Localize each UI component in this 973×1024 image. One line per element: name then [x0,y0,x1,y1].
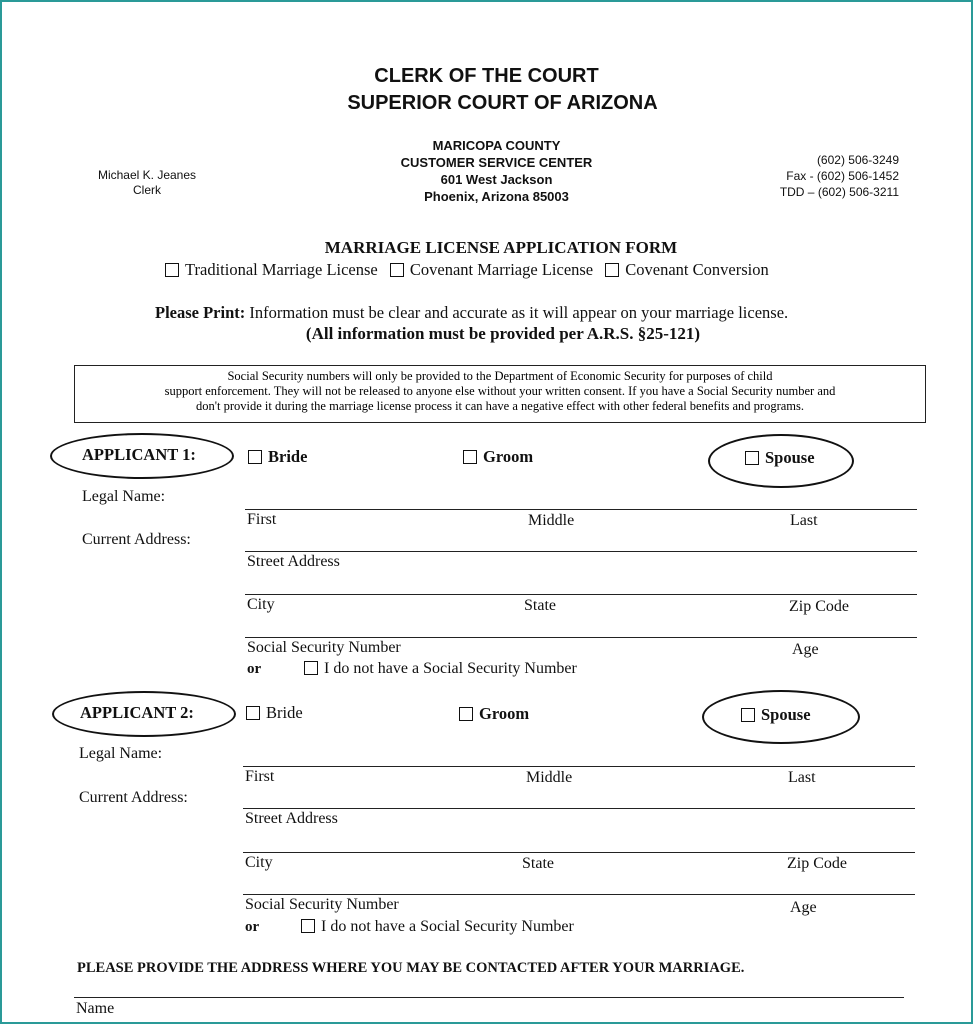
city-address: Phoenix, Arizona 85003 [424,189,569,204]
contact-name-line[interactable] [74,997,904,998]
age-label: Age [790,899,817,916]
notice-line: don't provide it during the marriage license process it can have a negative effect with other federal benefits and programs. [195,399,805,413]
applicant-1-name-line[interactable] [245,509,917,510]
conversion-option[interactable]: Covenant Conversion [605,260,768,279]
middle-label: Middle [526,769,573,786]
checkbox-icon[interactable] [741,708,755,722]
court-title: CLERK OF THE COURT [374,65,599,87]
contact-name-label: Name [76,1000,115,1017]
county-name: MARICOPA COUNTY [432,138,561,153]
applicant-2-legal-name-label: Legal Name: [79,745,163,762]
applicant-1-label: APPLICANT 1: [82,445,196,464]
checkbox-icon[interactable] [463,450,477,464]
applicant-1-bride[interactable]: Bride [248,447,307,467]
applicant-2-label: APPLICANT 2: [80,703,194,722]
applicant-1-no-ssn[interactable]: I do not have a Social Security Number [304,660,577,678]
fax-number: Fax - (602) 506-1452 [786,169,899,183]
applicant-1-address-label: Current Address: [82,531,191,548]
first-label: First [247,511,277,528]
checkbox-icon[interactable] [304,661,318,675]
applicant-2-spouse[interactable]: Spouse [741,705,811,725]
checkbox-icon[interactable] [605,263,619,277]
phone-number: (602) 506-3249 [816,153,899,167]
street-address-label: Street Address [247,553,340,570]
form-title: MARRIAGE LICENSE APPLICATION FORM [324,238,678,257]
checkbox-icon[interactable] [165,263,179,277]
applicant-2-name-line[interactable] [243,766,915,767]
checkbox-icon[interactable] [390,263,404,277]
city-label: City [247,596,275,613]
clerk-title: Clerk [132,183,161,197]
applicant-2-groom[interactable]: Groom [459,704,529,724]
print-instruction: Please Print: Information must be clear and accurate as it will appear on your marriage license. [155,303,789,322]
or-label: or [245,919,260,935]
state-label: State [522,855,554,872]
street-address-label: Street Address [245,810,338,827]
applicant-2-ssn-line[interactable] [243,894,915,895]
traditional-option[interactable]: Traditional Marriage License [165,260,378,279]
ssn-notice-box [74,365,926,423]
applicant-1-legal-name-label: Legal Name: [82,488,166,505]
covenant-option[interactable]: Covenant Marriage License [390,260,593,279]
applicant-2-no-ssn[interactable]: I do not have a Social Security Number [301,918,574,936]
ssn-label: Social Security Number [245,896,399,913]
last-label: Last [788,769,816,786]
tdd-number: TDD – (602) 506-3211 [779,185,899,199]
contact-heading: PLEASE PROVIDE THE ADDRESS WHERE YOU MAY BE CONTACTED AFTER YOUR MARRIAGE. [77,960,745,976]
first-label: First [245,768,275,785]
checkbox-icon[interactable] [745,451,759,465]
applicant-2-bride[interactable]: Bride [246,703,303,723]
notice-line: Social Security numbers will only be provided to the Department of Economic Security for purposes of child [227,369,773,383]
applicant-1-city-line[interactable] [245,594,917,595]
last-label: Last [790,512,818,529]
zip-label: Zip Code [787,855,847,872]
applicant-2-address-label: Current Address: [79,789,188,806]
zip-label: Zip Code [789,598,849,615]
applicant-1-street-line[interactable] [245,551,917,552]
service-center: CUSTOMER SERVICE CENTER [400,155,593,170]
state-label: State [524,597,556,614]
applicant-1-groom[interactable]: Groom [463,447,533,467]
age-label: Age [792,641,819,658]
ars-note: (All information must be provided per A.R.S. §25-121) [305,324,701,343]
applicant-1-ssn-line[interactable] [245,637,917,638]
city-label: City [245,854,273,871]
clerk-name: Michael K. Jeanes [97,168,197,182]
notice-line: support enforcement. They will not be released to anyone else without your written consent. If you have a Social Security number and [164,384,836,398]
street-address: 601 West Jackson [440,172,553,187]
license-type-options [165,260,769,280]
checkbox-icon[interactable] [301,919,315,933]
checkbox-icon[interactable] [459,707,473,721]
middle-label: Middle [528,512,575,529]
applicant-2-city-line[interactable] [243,852,915,853]
court-subtitle: SUPERIOR COURT OF ARIZONA [347,92,658,114]
checkbox-icon[interactable] [246,706,260,720]
checkbox-icon[interactable] [248,450,262,464]
ssn-label: Social Security Number [247,639,401,656]
applicant-2-street-line[interactable] [243,808,915,809]
or-label: or [247,661,262,677]
applicant-1-spouse[interactable]: Spouse [745,448,815,468]
